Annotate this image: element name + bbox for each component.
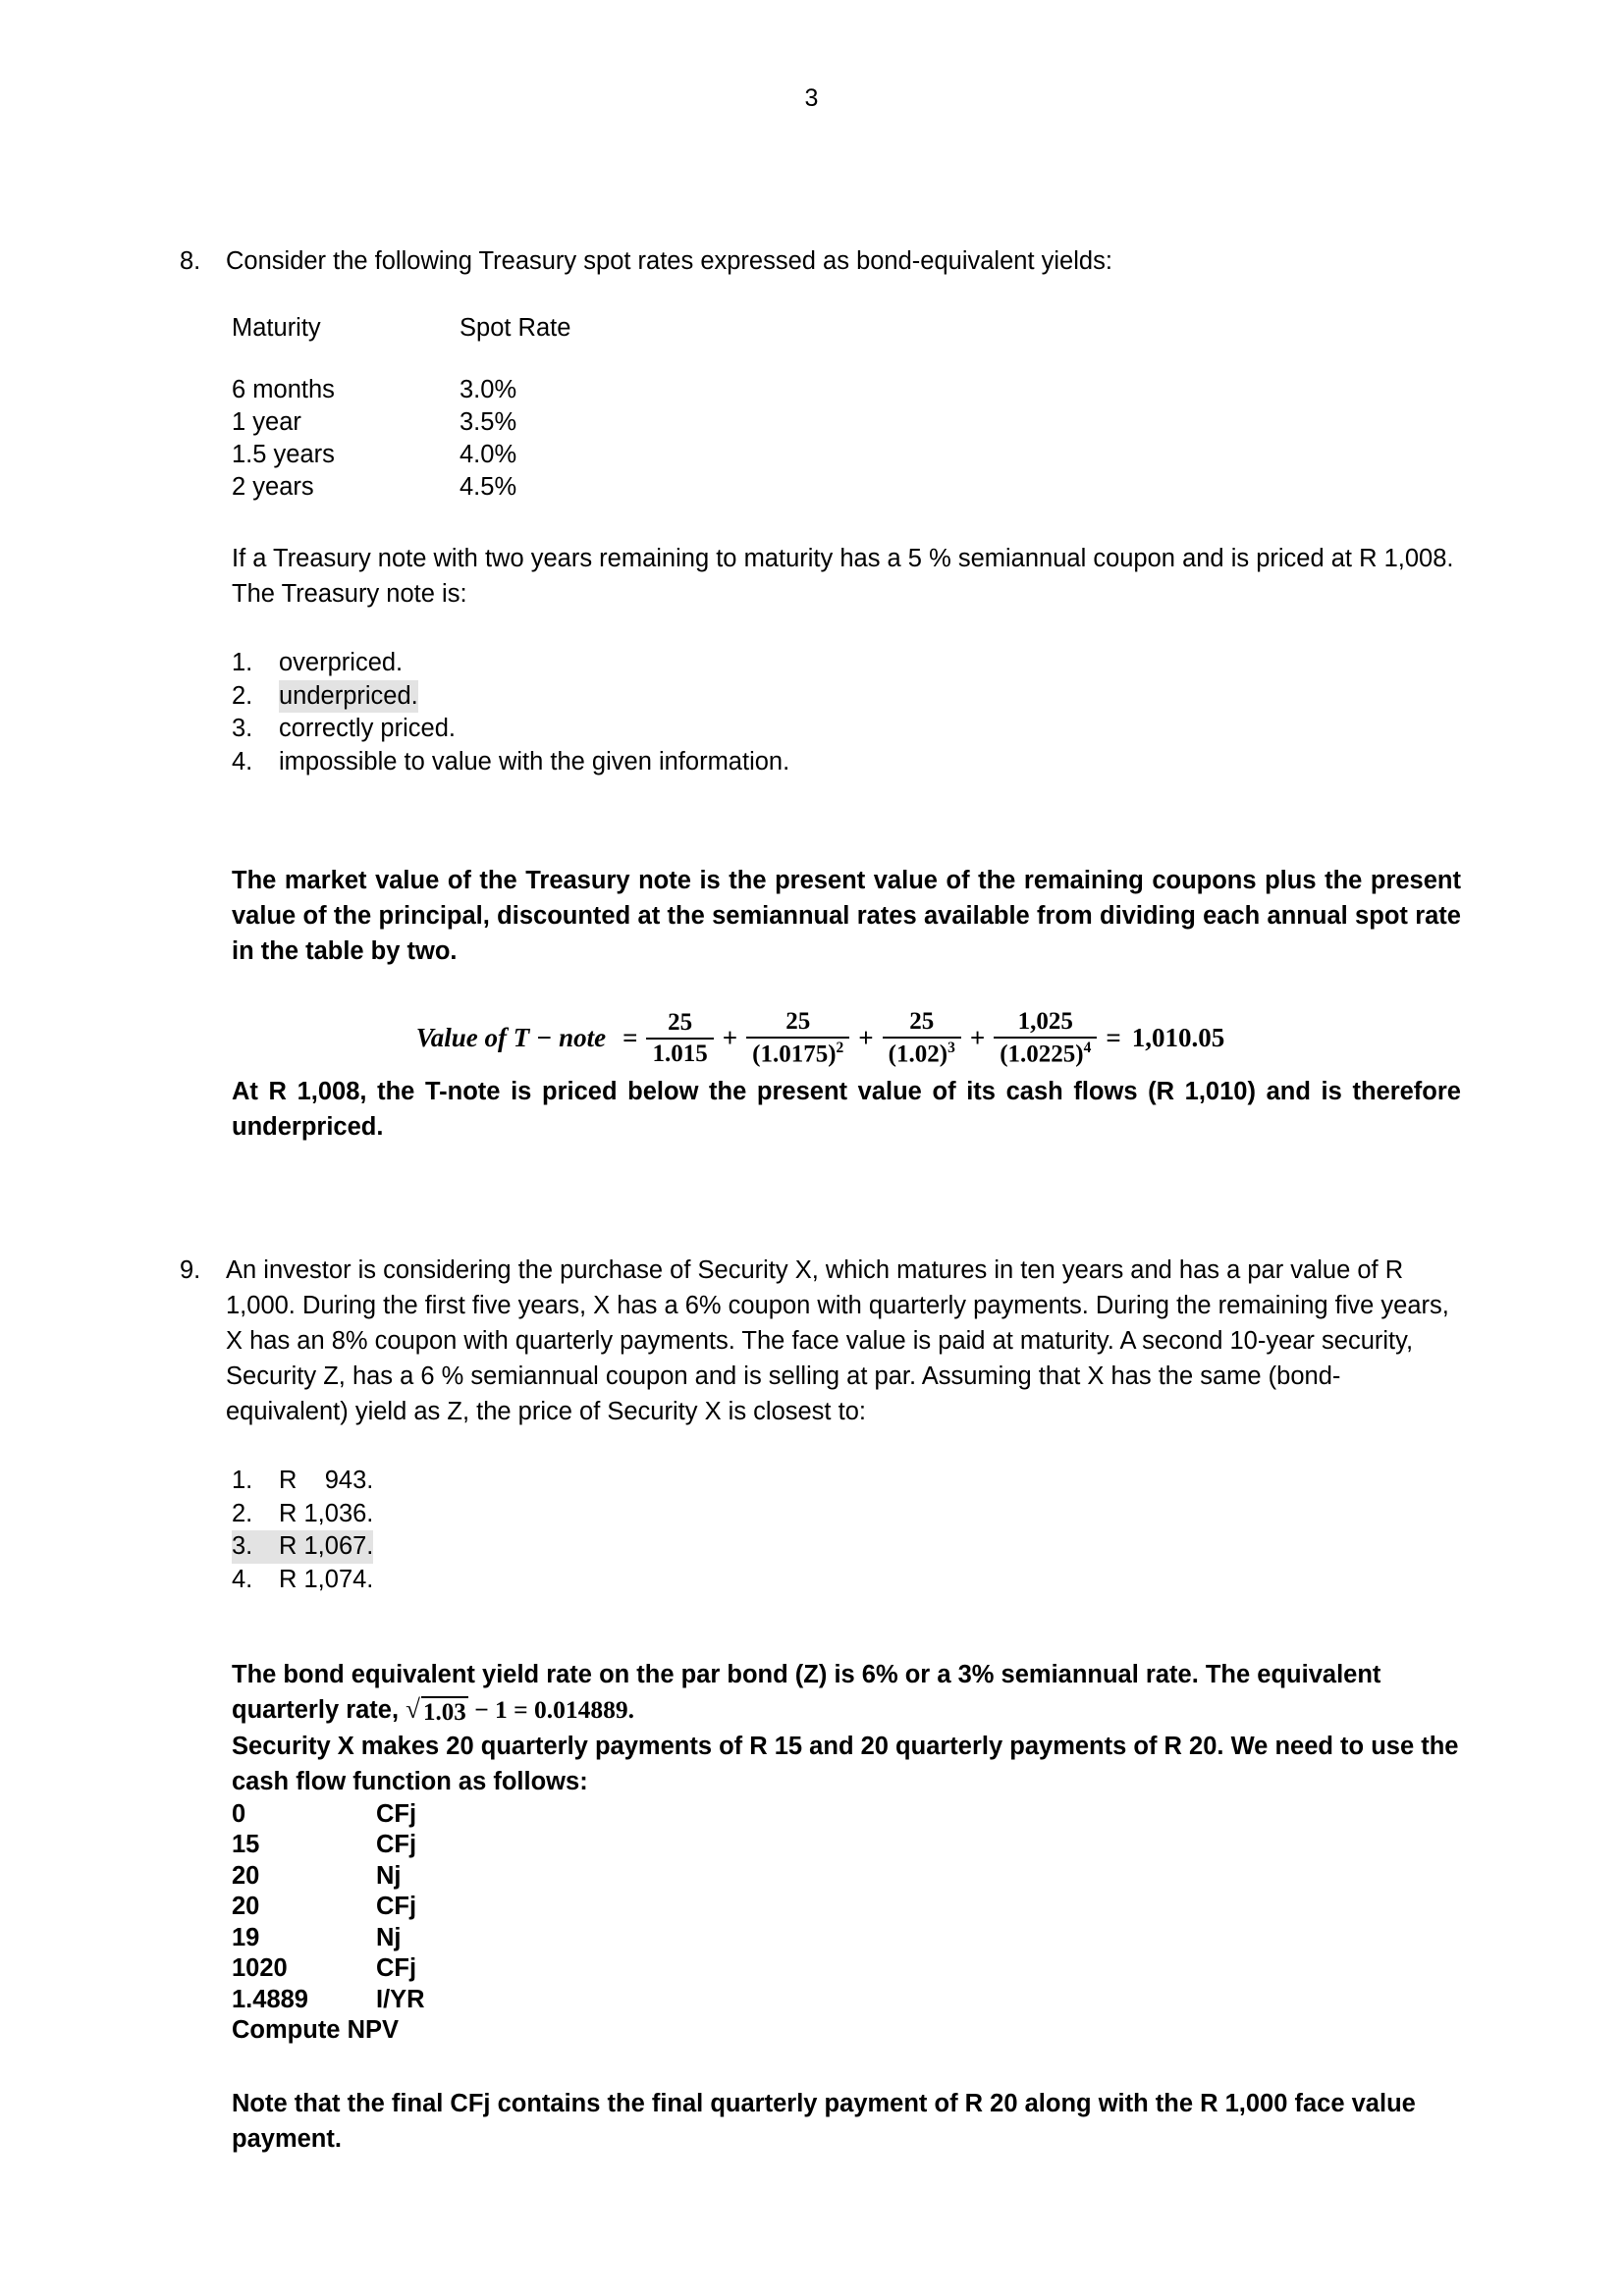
equation-result-equals: = [1106, 1023, 1121, 1053]
cashflow-value: 1.4889 [232, 1985, 308, 2013]
cashflow-key: I/YR [376, 1985, 425, 2013]
cashflow-value: 0 [232, 1799, 246, 1828]
equation-plus-3: + [969, 1023, 986, 1053]
option-label: impossible to value with the given information. [279, 747, 790, 775]
question-8-number: 8. [180, 247, 201, 275]
cashflow-row [232, 1923, 1461, 1954]
option-number: 1. [232, 1467, 253, 1495]
term-4-base: (1.0225) [1000, 1041, 1084, 1068]
option-label: R 1,074. [279, 1565, 374, 1593]
equation-term-3 [883, 1008, 961, 1068]
term-3-denominator [883, 1037, 961, 1068]
equation-result: 1,010.05 [1131, 1023, 1225, 1053]
question-9-explanation-3: Security X makes 20 quarterly payments of R 15 and 20 quarterly payments of R 20. We need to use the cash flow function as follows: [232, 1732, 1459, 1795]
equation-term-2 [746, 1008, 849, 1068]
option-8-2[interactable] [232, 680, 1461, 714]
option-8-3[interactable] [232, 713, 1461, 746]
question-8-explanation-1: The market value of the Treasury note is the present value of the remaining coupons plus the present value of the principal, discounted at the semiannual rates available from dividing each annual spot rate in the table by two. [232, 867, 1461, 965]
term-2-numerator: 25 [785, 1008, 811, 1035]
cell-maturity: 1.5 years [232, 441, 335, 468]
term-2-denominator [746, 1037, 849, 1068]
cashflow-row [232, 1799, 1461, 1831]
equation-term-1 [646, 1009, 713, 1068]
question-8-options [232, 647, 1461, 778]
option-9-1[interactable] [232, 1465, 1461, 1498]
option-9-2[interactable] [232, 1498, 1461, 1531]
term-3-exponent: 3 [947, 1040, 955, 1056]
spacer [180, 1145, 1461, 1229]
cashflow-row [232, 1830, 1461, 1861]
quarterly-rate-prefix: quarterly rate, [232, 1696, 406, 1725]
option-number: 4. [232, 747, 253, 775]
question-9-stem [226, 1253, 1461, 1429]
spacer [180, 778, 1461, 863]
question-9-number: 9. [180, 1256, 201, 1285]
cashflow-key: CFj [376, 1799, 417, 1828]
cashflow-key: CFj [376, 1831, 417, 1859]
cell-spot-rate: 3.0% [460, 376, 517, 403]
cashflow-row [232, 1985, 1461, 2016]
question-9-explanation-1: The bond equivalent yield rate on the par bond (Z) is 6% or a 3% semiannual rate. The equivalent [232, 1661, 1381, 1689]
cash-flow-table [232, 1799, 1461, 2047]
radical-sign: √ [406, 1694, 420, 1725]
equation-line [416, 1008, 1225, 1068]
question-9-note: Note that the final CFj contains the final quarterly payment of R 20 along with the R 1,000 face value payment. [232, 2089, 1416, 2153]
equation-equals: = [622, 1023, 638, 1053]
cashflow-row [232, 1953, 1461, 1985]
cell-spot-rate: 4.5% [460, 473, 517, 501]
page-number: 3 [804, 84, 819, 112]
cashflow-value: 19 [232, 1923, 260, 1951]
cashflow-row [232, 1861, 1461, 1893]
table-row [232, 439, 1461, 471]
question-8 [180, 243, 1461, 279]
cashflow-key: Nj [376, 1861, 402, 1890]
column-header-maturity: Maturity [232, 314, 321, 342]
cashflow-value: 1020 [232, 1954, 288, 1983]
spacer [180, 1596, 1461, 1657]
compute-npv-row [232, 2015, 1461, 2047]
option-label: R 1,067. [279, 1530, 373, 1564]
spot-rate-header-row [232, 312, 1461, 345]
equation-plus-2: + [858, 1023, 874, 1053]
term-2-base: (1.0175) [752, 1041, 837, 1068]
cashflow-key: CFj [376, 1893, 417, 1921]
cashflow-key: Nj [376, 1923, 402, 1951]
question-8-stem-text: Consider the following Treasury spot rates expressed as bond-equivalent yields: [226, 247, 1112, 275]
page-content [180, 243, 1461, 2157]
option-label: R 1,036. [279, 1499, 374, 1527]
option-number: 3. [232, 1530, 279, 1564]
term-1-numerator: 25 [668, 1008, 693, 1036]
equation-lhs: Value of T − note [415, 1023, 607, 1053]
question-8-stem [226, 243, 1461, 279]
square-root-expression [406, 1696, 468, 1729]
cell-spot-rate: 4.0% [460, 441, 517, 468]
cell-maturity: 1 year [232, 408, 301, 436]
table-spacer [232, 345, 1461, 374]
equation-plus-1: + [722, 1023, 738, 1053]
option-9-4[interactable] [232, 1564, 1461, 1597]
table-row [232, 471, 1461, 504]
cashflow-row [232, 1892, 1461, 1923]
option-number: 2. [232, 681, 253, 710]
question-9 [180, 1253, 1461, 1429]
cashflow-key: CFj [376, 1954, 417, 1983]
table-row [232, 406, 1461, 439]
cashflow-value: 20 [232, 1893, 260, 1921]
table-row [232, 374, 1461, 406]
option-8-4[interactable] [232, 746, 1461, 779]
question-9-stem-text: An investor is considering the purchase of Security X, which matures in ten years and has a par value of R 1,000. During the first five years, X has a 6% coupon with quarterly payments. During the remaining five years, X has an 8% coupon with quarterly payments. The face value is paid at maturity. A second 10-year security, Security Z, has a 6 % semiannual coupon and is selling at par. Assuming that X has the same (bond-equivalent) yield as Z, the price of Security X is closest to: [226, 1256, 1449, 1426]
option-9-3[interactable] [232, 1530, 1461, 1564]
equation-term-4 [994, 1008, 1097, 1068]
cashflow-value: 20 [232, 1861, 260, 1890]
term-3-base: (1.02) [888, 1041, 948, 1068]
spacer [180, 1229, 1461, 1253]
term-2-exponent: 2 [836, 1040, 844, 1056]
question-9-quarterly-rate-line [232, 1692, 1461, 1729]
option-number: 3. [232, 715, 253, 742]
cell-spot-rate: 3.5% [460, 408, 517, 436]
term-4-exponent: 4 [1083, 1040, 1092, 1056]
cashflow-value: 15 [232, 1831, 260, 1859]
term-4-numerator: 1,025 [1017, 1008, 1073, 1035]
compute-npv-label: Compute NPV [232, 2016, 400, 2045]
question-8-explanation-2: At R 1,008, the T-note is priced below the present value of its cash flows (R 1,010) and is therefore underpriced. [232, 1078, 1461, 1142]
option-8-1[interactable] [232, 647, 1461, 680]
option-number: 4. [232, 1565, 253, 1593]
quarterly-rate-tail: − 1 = 0.014889. [467, 1695, 635, 1725]
option-number: 2. [232, 1499, 253, 1527]
term-3-numerator: 25 [909, 1008, 935, 1035]
option-label: underpriced. [279, 680, 418, 714]
term-1-denominator: 1.015 [646, 1038, 713, 1068]
treasury-note-value-equation [180, 1008, 1461, 1068]
question-9-options [232, 1465, 1461, 1596]
spot-rate-table [232, 312, 1461, 504]
question-8-prompt: If a Treasury note with two years remaining to maturity has a 5 % semiannual coupon and is priced at R 1,008. The Treasury note is: [232, 545, 1454, 608]
cell-maturity: 6 months [232, 376, 335, 403]
option-number: 1. [232, 649, 253, 676]
term-4-denominator [994, 1037, 1097, 1068]
radicand: 1.03 [421, 1696, 468, 1729]
cell-maturity: 2 years [232, 473, 314, 501]
option-label: overpriced. [279, 649, 404, 676]
option-label: correctly priced. [279, 715, 456, 742]
column-header-spot-rate: Spot Rate [460, 314, 571, 342]
option-label: R 943. [279, 1467, 374, 1495]
spacer [180, 2047, 1461, 2086]
